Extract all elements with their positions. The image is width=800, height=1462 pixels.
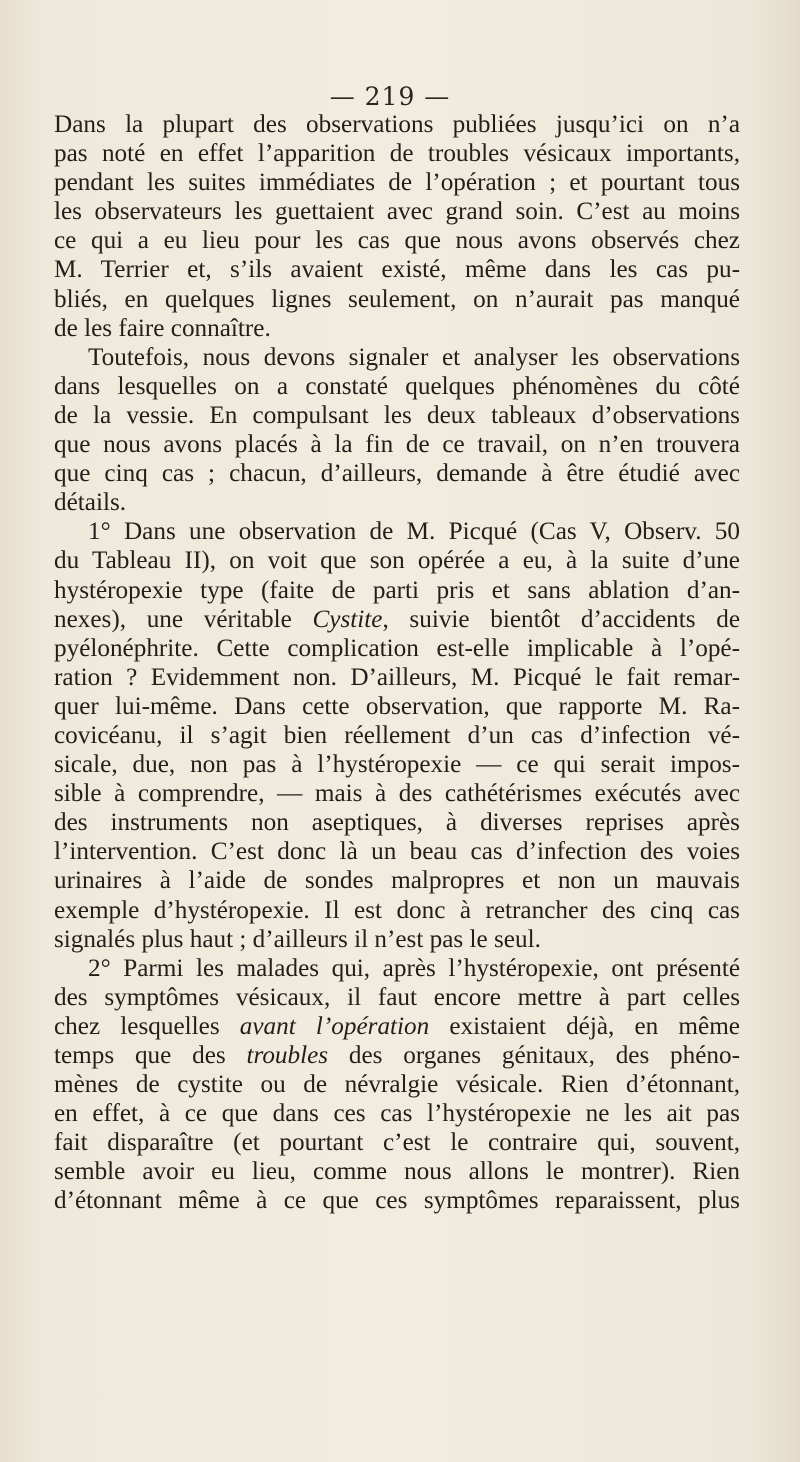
text-line: M. Terrier et, s’ils avaient existé, même dans les cas pu- [54, 256, 740, 284]
text-line: quer lui-même. Dans cette observation, que rapporte M. Ra- [54, 692, 740, 720]
text-line: dans lesquelles on a constaté quelques phénomènes du côté [54, 372, 740, 400]
paragraph-2 [54, 343, 740, 518]
text-line: 2° Parmi les malades qui, après l’hystéropexie, ont présenté [88, 954, 740, 982]
text-line: des symptômes vésicaux, il faut encore mettre à part celles [54, 983, 740, 1011]
text-line: que nous avons placés à la fin de ce travail, on n’en trouvera [54, 431, 740, 459]
text-line: pyélonéphrite. Cette complication est-elle implicable à l’opé- [54, 634, 740, 662]
text-line: détails. [54, 489, 127, 517]
text-line: exemple d’hystéropexie. Il est donc à retrancher des cinq cas [54, 896, 740, 924]
text-line: pendant les suites immédiates de l’opération ; et pourtant tous [54, 169, 740, 197]
text-line: covicéanu, il s’agit bien réellement d’un cas d’infection vé- [54, 721, 740, 749]
text-line: urinaires à l’aide de sondes malpropres et non un mauvais [54, 867, 740, 895]
text-line: fait disparaître (et pourtant c’est le contraire qui, souvent, [54, 1129, 740, 1157]
text-line: Toutefois, nous devons signaler et analyser les observations [88, 343, 740, 371]
paragraph-3 [54, 517, 740, 953]
text-line: nexes), une véritable Cystite, suivie bientôt d’accidents de [54, 605, 740, 633]
text-line: Dans la plupart des observations publiées jusqu’ici on n’a [54, 111, 740, 138]
text-line: ce qui a eu lieu pour les cas que nous avons observés chez [54, 227, 740, 255]
text-line: sible à comprendre, — mais à des cathétérismes exécutés avec [54, 780, 740, 808]
text-line: les observateurs les guettaient avec grand soin. C’est au moins [54, 198, 740, 226]
text-line: hystéropexie type (faite de parti pris et sans ablation d’an- [54, 576, 740, 604]
text-line: temps que des troubles des organes génitaux, des phéno- [54, 1042, 740, 1069]
text-line: en effet, à ce que dans ces cas l’hystéropexie ne les ait pas [54, 1100, 740, 1128]
text-line: l’intervention. C’est donc là un beau cas d’infection des voies [54, 838, 740, 866]
paragraph-4 [54, 954, 740, 1216]
text-line: de les faire connaître. [54, 314, 271, 342]
text-line: bliés, en quelques lignes seulement, on n’aurait pas manqué [54, 285, 740, 313]
text-line: semble avoir eu lieu, comme nous allons le montrer). Rien [54, 1158, 740, 1186]
text-line: mènes de cystite ou de névralgie vésicale. Rien d’étonnant, [54, 1071, 740, 1099]
text-line: signalés plus haut ; d’ailleurs il n’est pas le seul. [54, 925, 541, 953]
text-line: sicale, due, non pas à l’hystéropexie — ce qui serait impos- [54, 751, 740, 779]
text-line: que cinq cas ; chacun, d’ailleurs, demande à être étudié avec [54, 460, 740, 488]
text-line: pas noté en effet l’apparition de troubles vésicaux importants, [54, 140, 740, 168]
text-line: de la vessie. En compulsant les deux tableaux d’observations [54, 401, 740, 429]
body-text [54, 110, 740, 1216]
text-line: 1° Dans une observation de M. Picqué (Cas V, Observ. 50 [88, 518, 740, 546]
text-line: du Tableau II), on voit que son opérée a eu, à la suite d’une [54, 547, 740, 575]
text-line: chez lesquelles avant l’opération existaient déjà, en même [54, 1012, 740, 1040]
paragraph-1 [54, 110, 740, 343]
text-line: des instruments non aseptiques, à diverses reprises après [54, 809, 740, 837]
page-number: — 219 — [329, 82, 451, 111]
text-line: ration ? Evidemment non. D’ailleurs, M. Picqué le fait remar- [54, 663, 740, 691]
text-line: d’étonnant même à ce que ces symptômes reparaissent, plus [54, 1187, 740, 1215]
